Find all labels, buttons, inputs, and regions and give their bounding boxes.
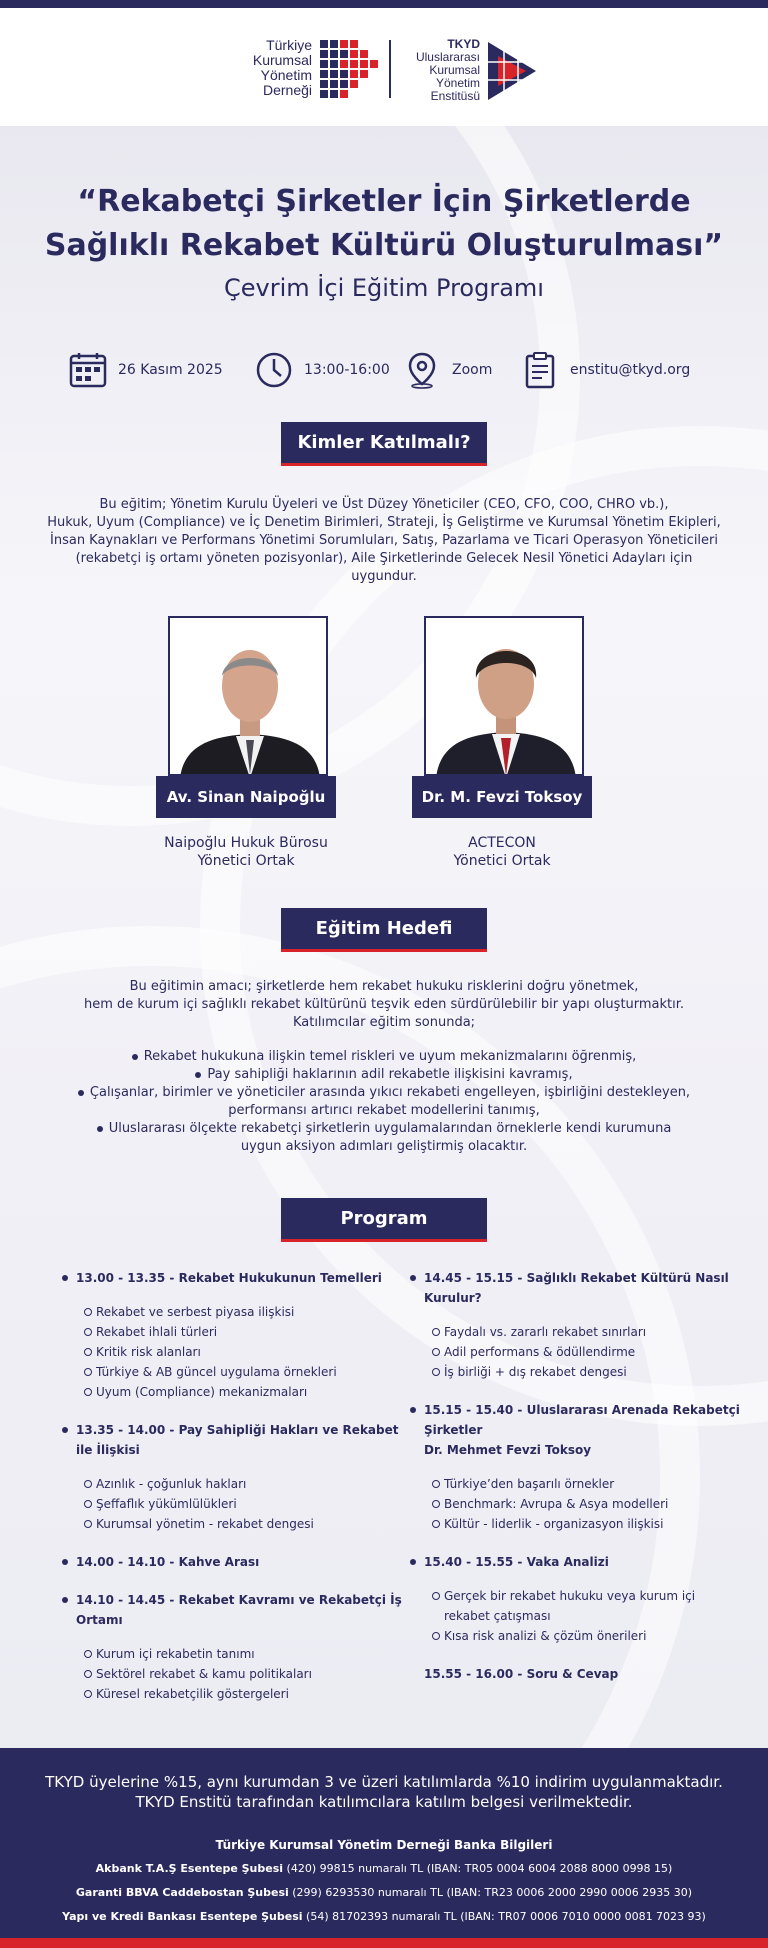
list-item bbox=[62, 1322, 402, 1342]
speaker-name: Av. Sinan Naipoğlu bbox=[156, 776, 336, 818]
logo-line: Enstitüsü bbox=[430, 89, 480, 103]
grid-squares-icon bbox=[320, 40, 378, 98]
list-item bbox=[62, 1382, 402, 1402]
closing-session: 15.55 - 16.00 - Soru & Cevap bbox=[424, 1667, 619, 1681]
bank-name: Akbank T.A.Ş Esentepe Şubesi bbox=[95, 1862, 284, 1875]
text-line: Bu eğitim; Yönetim Kurulu Üyeleri ve Üst Düzey Yöneticiler (CEO, CFO, COO, CHRO vb.), bbox=[99, 497, 669, 512]
speaker-org: Naipoğlu Hukuk Bürosu bbox=[164, 835, 328, 851]
title-line: Sağlıklı Rekabet Kültürü Oluşturulması” bbox=[44, 228, 724, 263]
program-label: Program bbox=[281, 1198, 487, 1242]
institute-logo-text bbox=[416, 38, 480, 103]
circle-bullet-icon bbox=[432, 1632, 440, 1640]
bullet-icon bbox=[78, 1090, 84, 1096]
circle-bullet-icon bbox=[432, 1500, 440, 1508]
list-item bbox=[62, 1302, 402, 1322]
program-session bbox=[62, 1420, 402, 1534]
calendar-icon bbox=[68, 350, 108, 390]
session-title-line: 15.40 - 15.55 - Vaka Analizi bbox=[424, 1555, 609, 1569]
list-item bbox=[30, 1084, 738, 1120]
session-title-line: Şirketler bbox=[424, 1423, 483, 1437]
info-email bbox=[520, 348, 690, 392]
info-date bbox=[68, 348, 223, 392]
session-title-line: 13.00 - 13.35 - Rekabet Hukukunun Temelleri bbox=[76, 1271, 382, 1285]
list-item-text: Faydalı vs. zararlı rekabet sınırları bbox=[444, 1325, 647, 1339]
list-item bbox=[30, 1120, 738, 1156]
list-item-text: Benchmark: Avrupa & Asya modelleri bbox=[444, 1497, 669, 1511]
bank-name: Garanti BBVA Caddebostan Şubesi bbox=[75, 1886, 289, 1899]
list-item bbox=[30, 1066, 738, 1084]
bullet-icon bbox=[62, 1597, 68, 1603]
list-item bbox=[410, 1362, 746, 1382]
session-title bbox=[62, 1268, 402, 1288]
list-item-text: Sektörel rekabet & kamu politikaları bbox=[96, 1667, 312, 1681]
bank-line bbox=[0, 1910, 768, 1923]
list-item bbox=[410, 1586, 746, 1626]
circle-bullet-icon bbox=[84, 1308, 92, 1316]
program-session bbox=[410, 1268, 746, 1382]
circle-bullet-icon bbox=[84, 1670, 92, 1678]
bullet-icon bbox=[62, 1559, 68, 1565]
session-title-line: 14.45 - 15.15 - Sağlıklı Rekabet Kültürü Nasıl bbox=[424, 1271, 729, 1285]
text-line: uygundur. bbox=[351, 569, 417, 584]
bullet-icon bbox=[410, 1559, 416, 1565]
circle-bullet-icon bbox=[432, 1480, 440, 1488]
program-column-right bbox=[410, 1268, 746, 1698]
list-item-text: Uyum (Compliance) mekanizmaları bbox=[96, 1385, 308, 1399]
who-should-attend-label: Kimler Katılmalı? bbox=[281, 422, 487, 466]
list-item-text: Azınlık - çoğunluk hakları bbox=[96, 1477, 247, 1491]
list-item-text: Küresel rekabetçilik göstergeleri bbox=[96, 1687, 289, 1701]
session-title-line: ile İlişkisi bbox=[76, 1443, 140, 1457]
contact-email: enstitu@tkyd.org bbox=[570, 362, 691, 378]
bullet-text: Rekabet hukukuna ilişkin temel riskleri ve uyum mekanizmalarını öğrenmiş, bbox=[143, 1049, 637, 1064]
list-item bbox=[410, 1322, 746, 1342]
discount-note: TKYD üyelerine %15, aynı kurumdan 3 ve üzeri katılımlarda %10 indirim uygulanmaktadır. bbox=[45, 1773, 723, 1791]
session-title bbox=[410, 1268, 746, 1308]
list-item-text: Kritik risk alanları bbox=[96, 1345, 201, 1359]
list-item-text: Şeffaflık yükümlülükleri bbox=[96, 1497, 237, 1511]
clipboard-icon bbox=[520, 350, 560, 390]
speaker-affiliation bbox=[392, 834, 612, 870]
list-item bbox=[62, 1474, 402, 1494]
circle-bullet-icon bbox=[432, 1368, 440, 1376]
clock-icon bbox=[254, 350, 294, 390]
session-title bbox=[62, 1420, 402, 1460]
list-item-text: Adil performans & ödüllendirme bbox=[444, 1345, 636, 1359]
list-item-text: Türkiye & AB güncel uygulama örnekleri bbox=[96, 1365, 337, 1379]
program-column-left bbox=[62, 1268, 402, 1722]
footer bbox=[0, 1748, 768, 1938]
footer-note bbox=[20, 1772, 748, 1812]
bullet-icon bbox=[97, 1126, 103, 1132]
speaker-org: ACTECON bbox=[468, 835, 536, 851]
logo-line: Kurumsal bbox=[252, 52, 312, 68]
list-item-text: Kültür - liderlik - organizasyon ilişkisi bbox=[444, 1517, 664, 1531]
list-item-text: İş birliği + dış rekabet dengesi bbox=[444, 1365, 627, 1379]
bullet-text: uygun aksiyon adımları geliştirmiş olacaktır. bbox=[240, 1139, 528, 1154]
program-session bbox=[62, 1590, 402, 1704]
bank-line bbox=[0, 1886, 768, 1899]
logo-line: TKYD bbox=[447, 37, 480, 51]
speaker-portrait-icon bbox=[170, 618, 328, 776]
bullet-text: Uluslararası ölçekte rekabetçi şirketlerin uygulamalarından örneklerle kendi kurumuna bbox=[108, 1121, 672, 1136]
list-item-text: rekabet çatışması bbox=[444, 1609, 551, 1623]
list-item bbox=[62, 1684, 402, 1704]
text-line: Bu eğitimin amacı; şirketlerde hem rekabet hukuku risklerini doğru yönetmek, bbox=[129, 979, 639, 994]
circle-bullet-icon bbox=[432, 1328, 440, 1336]
page-subtitle: Çevrim İçi Eğitim Programı bbox=[224, 274, 544, 302]
circle-bullet-icon bbox=[84, 1368, 92, 1376]
circle-bullet-icon bbox=[84, 1520, 92, 1528]
speaker-name: Dr. M. Fevzi Toksoy bbox=[412, 776, 592, 818]
list-item-text: Kısa risk analizi & çözüm önerileri bbox=[444, 1629, 647, 1643]
location-pin-icon bbox=[402, 350, 442, 390]
list-item bbox=[62, 1664, 402, 1684]
list-item bbox=[410, 1342, 746, 1362]
bullet-text: Pay sahipliği haklarının adil rekabetle ilişkisini kavramış, bbox=[207, 1067, 573, 1082]
speaker-portrait-icon bbox=[426, 618, 584, 776]
program-session bbox=[62, 1268, 402, 1402]
text-line: (rekabetçi iş ortamı yöneten pozisyonlar), Aile Şirketlerinde Gelecek Nesil Yönetici Adayları için bbox=[75, 551, 693, 566]
list-item-text: Kurumsal yönetim - rekabet dengesi bbox=[96, 1517, 314, 1531]
triangle-logo-icon bbox=[488, 42, 536, 100]
session-title-line: 15.15 - 15.40 - Uluslararası Arenada Rekabetçi bbox=[424, 1403, 740, 1417]
list-item-text: Rekabet ihlali türleri bbox=[96, 1325, 218, 1339]
text-line: Hukuk, Uyum (Compliance) ve İç Denetim Birimleri, Strateji, İş Geliştirme ve Kurumsal Yönetim Ekipleri, bbox=[47, 515, 721, 530]
bullet-icon bbox=[62, 1427, 68, 1433]
speaker-role: Yönetici Ortak bbox=[453, 853, 551, 869]
tkyd-institute-logo bbox=[400, 38, 540, 104]
info-time bbox=[254, 348, 390, 392]
logo-line: Uluslararası bbox=[415, 50, 480, 64]
logo-line: Türkiye bbox=[266, 37, 312, 53]
event-platform: Zoom bbox=[452, 362, 493, 378]
tkyd-logo bbox=[228, 38, 378, 104]
bottom-accent-bar bbox=[0, 1938, 768, 1948]
circle-bullet-icon bbox=[84, 1650, 92, 1658]
bullet-icon bbox=[62, 1275, 68, 1281]
logo-divider bbox=[389, 40, 391, 98]
speaker-photo bbox=[168, 616, 328, 776]
page-title bbox=[20, 180, 748, 268]
event-time: 13:00-16:00 bbox=[304, 362, 390, 378]
bank-name: Yapı ve Kredi Bankası Esentepe Şubesi bbox=[62, 1910, 303, 1923]
bullet-text: performansı artırıcı rekabet modellerini tanımış, bbox=[228, 1103, 540, 1118]
circle-bullet-icon bbox=[84, 1328, 92, 1336]
list-item-text: Türkiye’den başarılı örnekler bbox=[444, 1477, 615, 1491]
tkyd-logo-text bbox=[253, 38, 312, 98]
logo-line: Kurumsal bbox=[429, 63, 480, 77]
title-line: “Rekabetçi Şirketler İçin Şirketlerde bbox=[77, 184, 691, 219]
list-item-text: Gerçek bir rekabet hukuku veya kurum içi bbox=[444, 1589, 696, 1603]
session-title bbox=[410, 1552, 746, 1572]
speaker-photo bbox=[424, 616, 584, 776]
circle-bullet-icon bbox=[432, 1348, 440, 1356]
circle-bullet-icon bbox=[432, 1520, 440, 1528]
session-title-line: Dr. Mehmet Fevzi Toksoy bbox=[424, 1443, 592, 1457]
bullet-icon bbox=[410, 1275, 416, 1281]
logo-line: Yönetim bbox=[260, 67, 312, 83]
list-item-text: Rekabet ve serbest piyasa ilişkisi bbox=[96, 1305, 295, 1319]
circle-bullet-icon bbox=[84, 1348, 92, 1356]
speaker-role: Yönetici Ortak bbox=[197, 853, 295, 869]
list-item bbox=[410, 1474, 746, 1494]
session-title-line: Ortamı bbox=[76, 1613, 123, 1627]
session-title bbox=[62, 1552, 402, 1572]
text-line: hem de kurum içi sağlıklı rekabet kültürünü teşvik eden sürdürülebilir bir yapı oluşturmaktır. bbox=[83, 997, 685, 1012]
program-session bbox=[410, 1552, 746, 1646]
program-session bbox=[410, 1400, 746, 1534]
bank-detail: (420) 99815 numaralı TL (IBAN: TR05 0004 6004 2088 8000 0998 15) bbox=[283, 1862, 673, 1875]
circle-bullet-icon bbox=[84, 1388, 92, 1396]
session-title-line: Kurulur? bbox=[424, 1291, 482, 1305]
list-item bbox=[62, 1644, 402, 1664]
bullet-text: Çalışanlar, birimler ve yöneticiler arasında yıkıcı rekabeti engelleyen, işbirliğini destekleyen, bbox=[89, 1085, 691, 1100]
bullet-icon bbox=[132, 1054, 138, 1060]
logo-line: Derneği bbox=[262, 82, 312, 98]
list-item bbox=[410, 1514, 746, 1534]
bullet-icon bbox=[195, 1072, 201, 1078]
text-line: Katılımcılar eğitim sonunda; bbox=[292, 1015, 476, 1030]
training-goal-intro bbox=[30, 978, 738, 1032]
certificate-note: TKYD Enstitü tarafından katılımcılara katılım belgesi verilmektedir. bbox=[135, 1793, 633, 1811]
bank-detail: (299) 6293530 numaralı TL (IBAN: TR23 0006 2000 2990 0006 2935 30) bbox=[288, 1886, 693, 1899]
top-accent-bar bbox=[0, 0, 768, 8]
bank-detail: (54) 81702393 numaralı TL (IBAN: TR07 0006 7010 0000 0081 7023 93) bbox=[302, 1910, 706, 1923]
event-date: 26 Kasım 2025 bbox=[118, 362, 223, 378]
circle-bullet-icon bbox=[84, 1500, 92, 1508]
session-title-line: 13.35 - 14.00 - Pay Sahipliği Hakları ve Rekabet bbox=[76, 1423, 399, 1437]
text-line: İnsan Kaynakları ve Performans Yönetimi Sorumluları, Satış, Pazarlama ve Ticari Operasyon Yöneticileri bbox=[50, 533, 718, 548]
bank-info-title: Türkiye Kurumsal Yönetim Derneği Banka Bilgileri bbox=[215, 1838, 553, 1852]
list-item bbox=[410, 1494, 746, 1514]
session-title bbox=[410, 1400, 746, 1460]
session-title bbox=[62, 1590, 402, 1630]
session-title-line: 14.00 - 14.10 - Kahve Arası bbox=[76, 1555, 260, 1569]
list-item bbox=[62, 1514, 402, 1534]
list-item bbox=[30, 1048, 738, 1066]
circle-bullet-icon bbox=[84, 1690, 92, 1698]
list-item bbox=[62, 1342, 402, 1362]
list-item bbox=[62, 1494, 402, 1514]
speaker-affiliation bbox=[136, 834, 356, 870]
who-should-attend-text bbox=[30, 496, 738, 586]
info-platform bbox=[402, 348, 492, 392]
list-item-text: Kurum içi rekabetin tanımı bbox=[96, 1647, 255, 1661]
program-session bbox=[62, 1552, 402, 1572]
bullet-icon bbox=[410, 1407, 416, 1413]
circle-bullet-icon bbox=[432, 1592, 440, 1600]
header bbox=[0, 8, 768, 126]
logo-line: Yönetim bbox=[435, 76, 480, 90]
session-title-line: 14.10 - 14.45 - Rekabet Kavramı ve Rekabetçi İş bbox=[76, 1593, 402, 1607]
training-goal-label: Eğitim Hedefi bbox=[281, 908, 487, 952]
circle-bullet-icon bbox=[84, 1480, 92, 1488]
bank-line bbox=[0, 1862, 768, 1875]
training-goal-bullets bbox=[30, 1048, 738, 1156]
list-item bbox=[410, 1626, 746, 1646]
list-item bbox=[62, 1362, 402, 1382]
